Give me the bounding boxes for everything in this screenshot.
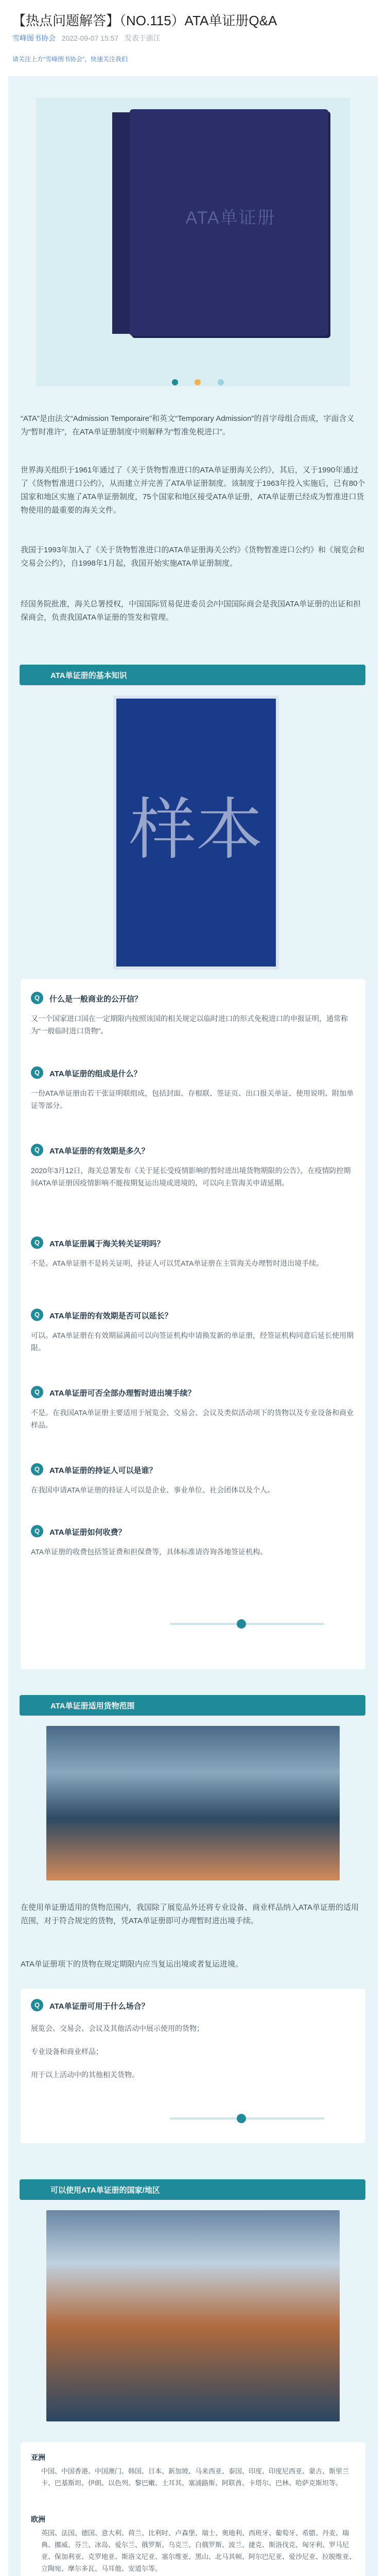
intro-paragraph: 我国于1993年加入了《关于货物暂准进口的ATA单证册海关公约》《货物暂准进口公约》和《展览会和交易会公约》，自1998年1月起，我国开始实施ATA单证册制度。 xyxy=(21,546,364,568)
usage-item: 用于以上活动中的其他相关货物。 xyxy=(31,2071,139,2079)
faq-answer: ATA单证册的收费包括签证费和担保费等，具体标准请咨询各地签证机构。 xyxy=(31,1548,268,1556)
port-cargo-photo xyxy=(46,1726,340,1880)
region-countries: 英国、法国、德国、意大利、荷兰、比利时、卢森堡、瑞士、奥地利、西班牙、葡萄牙、希腊、丹麦、瑞典、挪威、芬兰、冰岛、爱尔兰、俄罗斯、乌克兰、白俄罗斯、波兰、捷克、斯洛伐克、匈牙利、罗马尼亚、保加利亚、克罗地亚、斯洛文尼亚、塞尔维亚、黑山、北马其顿、阿尔巴尼亚、爱沙尼亚、拉脱维亚、立陶宛、摩尔多瓦、马耳他、安道尔等。 xyxy=(41,2529,356,2572)
scroll-slider[interactable] xyxy=(170,1623,324,1625)
region-name: 亚洲 xyxy=(31,2453,45,2462)
faq-question: ATA单证册如何收费？ xyxy=(49,1528,126,1537)
faq-answer: 2020年3月12日，海关总署发布《关于延长受疫情影响的暂时进出境货物期限的公告》，在疫情防控期间ATA单证册因疫情影响不能按期复运出境或进境的，可以向主管海关申请延期。 xyxy=(31,1166,351,1187)
faq-question: 什么是一般商业的公开信？ xyxy=(49,995,143,1004)
faq-answer: 不是。在我国ATA单证册主要适用于展览会、交易会、会议及类似活动项下的货物以及专业设备和商业样品。 xyxy=(31,1409,354,1429)
usage-item: 专业设备和商业样品； xyxy=(31,2047,103,2056)
question-icon: Q xyxy=(31,1066,43,1079)
faq-card xyxy=(21,979,365,1669)
article-title: 【热点问题解答】（NO.115）ATA单证册Q&A xyxy=(12,13,277,28)
faq-answer: 一份ATA单证册由若干张证明联组成，包括封面、存根联、签证页、出口报关单证、使用说明、附加单证等部分。 xyxy=(31,1089,354,1110)
article-source-link[interactable]: 雪峰图书协会 xyxy=(12,34,56,42)
region-name: 欧洲 xyxy=(31,2515,45,2523)
booklet-cover-text: ATA单证册 xyxy=(185,208,276,228)
faq-question: ATA单证册的有效期是否可以延长？ xyxy=(49,1312,172,1320)
usage-question: ATA单证册可用于什么场合？ xyxy=(49,2002,149,2011)
usage-item: 展览会、交易会、会议及其他活动中展示使用的货物； xyxy=(31,2024,204,2032)
question-icon: Q xyxy=(31,1386,43,1398)
section-header-basics xyxy=(20,665,365,685)
question-icon: Q xyxy=(31,1236,43,1249)
sample-watermark: 样本 xyxy=(129,792,263,867)
faq-answer: 在我国申请ATA单证册的持证人可以是企业、事业单位、社会团体以及个人。 xyxy=(31,1486,275,1494)
question-icon: Q xyxy=(31,1525,43,1537)
carousel-dot[interactable] xyxy=(218,379,224,385)
scope-paragraph: ATA单证册项下的货物在规定期限内应当复运出境或者复运进境。 xyxy=(21,1960,243,1969)
faq-question: ATA单证册可否全部办理暂时进出境手续？ xyxy=(49,1389,196,1398)
follow-tagline[interactable]: 请关注上方“雪峰图书协会”，快速关注我们 xyxy=(12,56,128,63)
region-countries: 中国、中国香港、中国澳门、韩国、日本、新加坡、马来西亚、泰国、印度、印度尼西亚、蒙古、斯里兰卡、巴基斯坦、伊朗、以色列、黎巴嫩、土耳其、塞浦路斯、阿联酋、卡塔尔、巴林、哈萨克斯坦等。 xyxy=(41,2467,349,2487)
container-port-photo xyxy=(46,2210,340,2421)
slider-knob[interactable] xyxy=(237,1619,246,1629)
faq-question: ATA单证册的持证人可以是谁？ xyxy=(49,1466,157,1475)
section-header-scope xyxy=(20,1695,365,1716)
question-icon: Q xyxy=(31,1144,43,1156)
faq-question: ATA单证册属于海关转关证明吗？ xyxy=(49,1240,165,1248)
faq-question: ATA单证册的有效期是多久？ xyxy=(49,1147,149,1156)
intro-paragraph: “ATA”是由法文“Admission Temporaire”和英文“Temporary Admission”的首字母组合而成，字面含义为“暂时准许”，在ATA单证册制度中则解释为“暂准免税进口”。 xyxy=(21,414,355,436)
article-location: 发表于浙江 xyxy=(124,34,161,42)
faq-answer: 又一个国家进口国在一定期限内按照该国的相关规定以临时进口的形式免税进口的申报证明，通常称为“一般临时进口货物”。 xyxy=(31,1014,348,1035)
carousel-dot[interactable] xyxy=(195,379,201,385)
slider-knob[interactable] xyxy=(237,2114,246,2123)
question-icon: Q xyxy=(31,1999,43,2011)
carnet-sample-image xyxy=(113,696,279,970)
usage-card xyxy=(21,1989,365,2143)
carousel-dot[interactable] xyxy=(172,379,178,385)
article-meta xyxy=(12,33,161,43)
question-icon: Q xyxy=(31,1309,43,1321)
scroll-slider[interactable] xyxy=(170,2117,324,2120)
section-title: ATA单证册适用货物范围 xyxy=(50,1702,135,1710)
intro-paragraph: 经国务院批准，海关总署授权，中国国际贸易促进委员会/中国国际商会是我国ATA单证册的出证和担保商会，负责我国ATA单证册的签发和管理。 xyxy=(21,600,361,622)
section-title: 可以使用ATA单证册的国家/地区 xyxy=(50,2186,160,2195)
section-title: ATA单证册的基本知识 xyxy=(50,671,127,680)
article-date: 2022-09-07 15:57 xyxy=(61,34,119,42)
intro-paragraph: 世界海关组织于1961年通过了《关于货物暂准进口的ATA单证册海关公约》，其后，又于1990年通过了《货物暂准进口公约》，从而建立并完善了ATA单证册制度。该制度于1963年投入实施后，已有80个国家和地区实施了ATA单证册制度，75个国家和地区接受ATA单证册，ATA单证册已经成为暂准进口货物使用的最重要的海关文件。 xyxy=(21,466,365,515)
scope-paragraph: 在使用单证册适用的货物范围内，我国除了展览品外还将专业设备、商业样品纳入ATA单证册的适用范围，对于符合规定的货物，凭ATA单证册即可办理暂时进出境手续。 xyxy=(21,1903,359,1925)
faq-question: ATA单证册的组成是什么？ xyxy=(49,1070,142,1078)
question-icon: Q xyxy=(31,1463,43,1476)
faq-answer: 不是。ATA单证册不是转关证明，持证人可以凭ATA单证册在主管海关办理暂时进出境手续。 xyxy=(31,1259,324,1267)
question-icon: Q xyxy=(31,992,43,1004)
faq-answer: 可以。ATA单证册在有效期届满前可以向签证机构申请换发新的单证册，经签证机构同意后延长使用期限。 xyxy=(31,1331,354,1352)
carousel-dots xyxy=(165,379,231,388)
section-header-countries xyxy=(20,2179,365,2200)
